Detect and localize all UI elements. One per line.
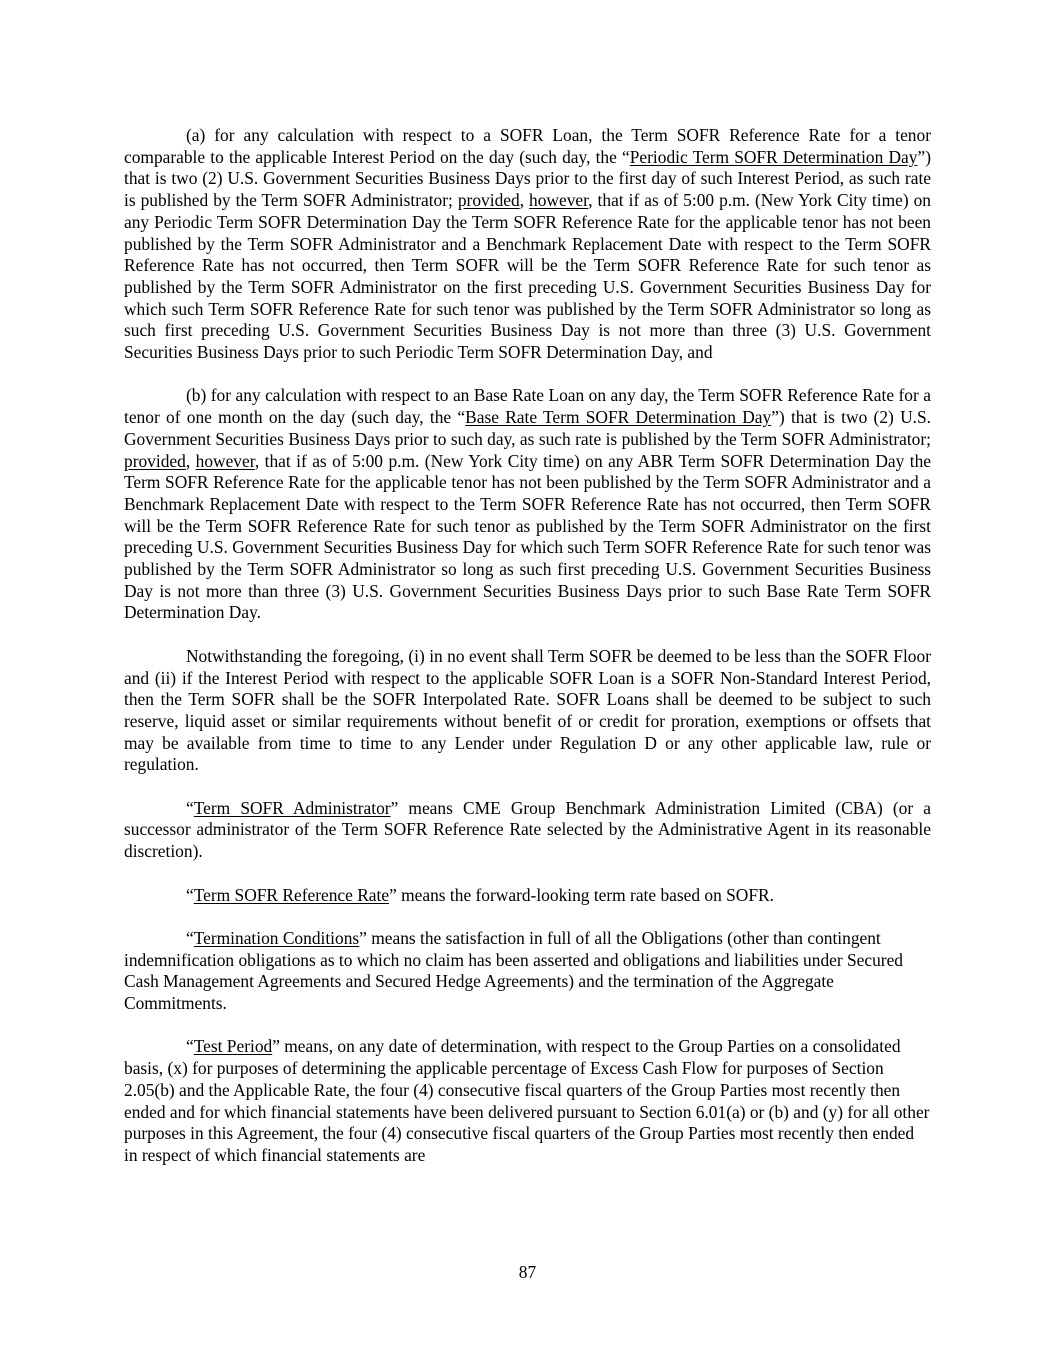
term-however: however	[529, 190, 589, 211]
definition-term-sofr-administrator	[124, 798, 931, 863]
open-quote: “	[186, 797, 194, 818]
defined-term: Term SOFR Administrator	[193, 797, 391, 818]
document-body	[124, 125, 931, 1188]
paragraph-a-text-4: , that if as of 5:00 p.m. (New York City time) on any Periodic Term SOFR Determination Day the Term SOFR Reference Rate for the applicable tenor has not been published by the Term SOFR Administrator and a Benchmark Replacement Date with respect to the Term SOFR Reference Rate has not occurred, then Term SOFR will be the Term SOFR Reference Rate for such tenor as published by the Term SOFR Administrator on the first preceding U.S. Government Securities Business Day for which such Term SOFR Reference Rate for such tenor was published by the Term SOFR Administrator so long as such first preceding U.S. Government Securities Business Day is not more than three (3) U.S. Government Securities Business Days prior to such Periodic Term SOFR Determination Day, and	[124, 190, 931, 363]
paragraph-b	[124, 385, 931, 624]
term-provided: provided	[457, 190, 520, 211]
paragraph-a	[124, 125, 931, 364]
defined-term: Termination Conditions	[193, 927, 360, 948]
definition-text: ” means CME Group Benchmark Administration Limited (CBA) (or a successor administrator of the Term SOFR Reference Rate selected by the Administrative Agent in its reasonable discretion).	[124, 797, 932, 862]
definition-text: ” means the satisfaction in full of all the Obligations (other than contingent indemnification obligations as to which no claim has been asserted and obligations and liabilities under Secured Cash Management Agreements and Secured Hedge Agreements) and the termination of the Aggregate Commitments.	[124, 927, 904, 1014]
paragraph-b-text-4: , that if as of 5:00 p.m. (New York City time) on any ABR Term SOFR Determination Day the Term SOFR Reference Rate for the applicable tenor has not been published by the Term SOFR Administrator and a Benchmark Replacement Date with respect to the Term SOFR Reference Rate has not occurred, then Term SOFR will be the Term SOFR Reference Rate for such tenor as published by the Term SOFR Administrator on the first preceding U.S. Government Securities Business Day for which such Term SOFR Reference Rate for such tenor was published by the Term SOFR Administrator so long as such first preceding U.S. Government Securities Business Day is not more than three (3) U.S. Government Securities Business Days prior to such Base Rate Term SOFR Determination Day.	[124, 450, 931, 623]
definition-text: ” means, on any date of determination, with respect to the Group Parties on a consolidated basis, (x) for purposes of determining the applicable percentage of Excess Cash Flow for purposes of Section 2.05(b) and the Applicable Rate, the four (4) consecutive fiscal quarters of the Group Parties most recently then ended and for which financial statements have been delivered pursuant to Section 6.01(a) or (b) and (y) for all other purposes in this Agreement, the four (4) consecutive fiscal quarters of the Group Parties most recently then ended in respect of which financial statements are	[124, 1036, 930, 1165]
term-provided: provided	[124, 450, 186, 471]
paragraph-a-text-2: ”) that is two (2) U.S. Government Securities Business Days prior to the first day of such Interest Period, as such rate is published by the Term SOFR Administrator;	[124, 146, 931, 211]
open-quote: “	[186, 884, 194, 905]
page-number: 87	[518, 1262, 537, 1282]
defined-term: Term SOFR Reference Rate	[193, 884, 390, 905]
paragraph-notwithstanding: Notwithstanding the foregoing, (i) in no event shall Term SOFR be deemed to be less than the SOFR Floor and (ii) if the Interest Period with respect to the applicable SOFR Loan is a SOFR Non-Standard Interest Period, then the Term SOFR shall be the SOFR Interpolated Rate. SOFR Loans shall be deemed to be subject to such reserve, liquid asset or similar requirements without benefit of or credit for proration, exemptions or offsets that may be available from time to time to any Lender under Regulation D or any other applicable law, rule or regulation.	[124, 645, 931, 775]
paragraph-a-text-1: (a) for any calculation with respect to a SOFR Loan, the Term SOFR Reference Rate for a tenor comparable to the applicable Interest Period on the day (such day, the “	[124, 125, 931, 167]
term-base-rate-term-sofr-determination-day: Base Rate Term SOFR Determination Day	[465, 407, 772, 428]
paragraph-b-text-1: (b) for any calculation with respect to an Base Rate Loan on any day, the Term SOFR Reference Rate for a tenor of one month on the day (such day, the “	[124, 385, 931, 428]
paragraph-a-text-3: ,	[519, 190, 530, 211]
open-quote: “	[186, 1036, 194, 1057]
definition-term-sofr-reference-rate	[124, 885, 931, 907]
defined-term: Test Period	[193, 1036, 273, 1057]
definition-test-period	[124, 1036, 931, 1166]
term-periodic-term-sofr-determination-day: Periodic Term SOFR Determination Day	[629, 146, 918, 167]
paragraph-b-text-3: ,	[185, 450, 196, 471]
paragraph-b-text-2: ”) that is two (2) U.S. Government Securities Business Days prior to such day, as such rate is published by the Term SOFR Administrator;	[124, 407, 932, 449]
term-however: however	[195, 450, 255, 471]
open-quote: “	[186, 927, 194, 948]
definition-termination-conditions	[124, 928, 931, 1015]
definition-text: ” means the forward-looking term rate based on SOFR.	[389, 884, 774, 905]
